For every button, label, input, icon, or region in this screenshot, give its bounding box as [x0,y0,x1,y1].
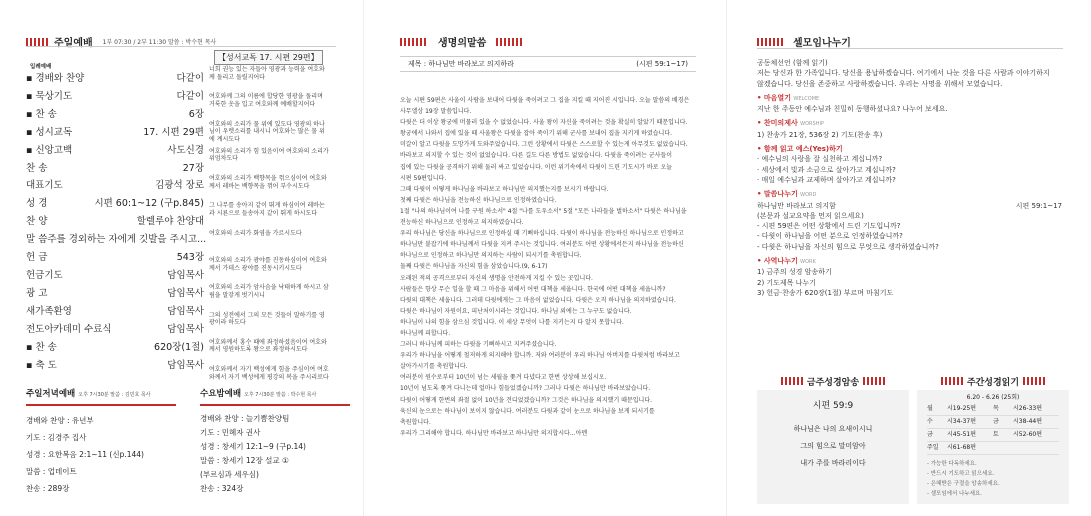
reading-cell: 시45-51편 [947,431,977,438]
order-row [26,231,207,249]
order-value: 담임목사 [167,359,204,371]
evening-line: 찬송 : 289장 [26,484,70,493]
word-topic [757,201,1062,211]
order-row [26,88,204,106]
section-line: 지난 한 주동안 예수님과 친밀히 동행하셨나요? 나누어 보세요. [757,105,948,114]
hatch-icon [941,377,963,385]
declaration-line: 저는 당신과 한 가족입니다. 당신을 용납하겠습니다. 여기에서 나눈 것을 다른 사람과 이야기하지 [757,69,1050,78]
order-item: 헌금기도 [26,269,63,281]
sermon-line: 미갈이 알고 다윗을 도망가게 도와주었습니다. 그런 상황에서 다윗은 스스로할 수 있는게 아무것도 없었습니다. [400,141,688,149]
reading-row [927,442,1059,455]
hatch-icon [757,38,785,46]
sermon-header [400,34,524,49]
sermon-line: 오래된 적의 공격으로부터 자신의 생명을 안전하게 지킬 수 있는 곳입니다. [400,274,593,282]
order-row [26,213,204,231]
section-title: • 말씀나누기 [757,190,801,199]
wednesday-service [200,386,350,496]
page-cell [726,0,1091,516]
sermon-line: 첫째 다윗은 하나님을 전능하신 하나님으로 인정하였습니다. [400,196,557,204]
sermon-line: 집에 있는 다윗을 공격하기 위해 둘러 싸고 있었습니다. 이런 위기속에서 다윗이 드린 기도시가 바로 오늘 [400,163,673,171]
memory-ref: 시편 59:9 [812,401,854,411]
section-line: 3) 헌금·찬송가 620장(1절) 부르며 마침기도 [757,288,894,297]
section-line: - 시편 59편은 어떤 상황에서 드린 기도입니까? [757,222,901,231]
sermon-line: 둘째 다윗은 하나님을 자신의 힘을 삼았습니다.(9, 6-17) [400,263,548,271]
cell-section-head [757,118,1062,129]
reading-row [927,429,1059,442]
section-line: (본문과 설교요약을 먼저 읽으세요) [757,211,864,220]
section-line: 2) 기도제목 나누기 [757,278,816,287]
order-value: 27장 [182,162,204,174]
order-row [26,285,204,303]
section-title: • 사역나누기 [757,257,801,266]
reading-cell [993,442,1013,454]
sermon-line: 10년이 넘도록 쫓겨 다니는데 얼마나 힘들었겠습니까? 그러나 다윗은 하나님만 바라보았습니다. [400,385,651,393]
wed-title: 수요밤예배 [200,389,242,399]
order-list [26,70,207,374]
order-row [26,106,204,124]
bible-tips [927,459,1059,499]
psalm-verse: 여호와의 소리가 백향목을 꺾으심이여 여호와께서 레바논 백향목을 꺾어 부수시도다 [209,175,327,190]
sermon-line: 그러니 하나님께 피하는 다윗을 기뻐하시고 지켜주셨습니다. [400,341,557,349]
order-value: 다같이 [176,90,204,102]
evening-line: 기도 : 김경주 집사 [26,433,87,442]
wed-line: 성경 : 창세기 12:1~9 (구p.14) [200,442,306,451]
order-item: ▪ 경배와 찬양 [26,73,85,84]
evening-title: 주일저녁예배 [26,389,76,399]
reading-row [927,403,1059,416]
sermon-line: 시편 59편입니다. [400,174,447,182]
memory-line: 그의 힘으로 말미암아 [800,442,866,450]
catechism-label: 【성서교독 17. 시편 29편】 [214,50,323,65]
divider [26,46,336,47]
reading-cell: 목 [993,405,999,412]
order-row [26,142,204,160]
sermon-ref: (시편 59:1~17) [636,60,688,68]
reading-cell: 시26-33편 [1013,405,1043,412]
order-item: 전도아카데미 수료식 [26,323,112,335]
psalm-verse: 그 나무를 송아지 같이 뛰게 하심이여 레바논과 시룐으로 들송아지 같이 뛰게 하시도다 [209,202,325,217]
reading-tip: - 은혜받은 구절을 암송하세요. [927,481,1000,487]
order-value: 사도신경 [167,144,204,156]
memory-line: 하나님은 나의 요새이시니 [793,425,873,433]
wed-line: 찬송 : 324장 [200,484,244,493]
order-item: 찬 양 [26,216,48,228]
sermon-line: 바라보고 의지할 수 있는 것이 없었습니다. 다른 길도 다른 방법도 없었습니다. 다윗을 죽이려는 군사들이 [400,152,673,160]
hatch-icon [863,377,885,385]
order-row [26,267,204,285]
psalm-verse: 여호와의 소리가 물 위에 있도다 영광의 하나님이 우렛소리를 내시니 여호와는 많은 물 위에 계시도다 [209,120,325,143]
sermon-line: 여러분이 원수로부터 10년이 넘는 세월을 쫓겨 다녔다고 한번 상상해 보십시오. [400,374,607,382]
psalm-verse: 여호와의 소리가 화염을 가르시도다 [209,229,302,237]
sermon-line: 하나님만 붙잡기에 하나님께서 다윗을 지켜 주시는 것입니다. 여러분도 어떤 상황에서든지 하나님을 전능하신 [400,241,684,249]
sermon-line: 축원합니다. [400,418,431,426]
psalm-verse: 여호와께서 자기 백성에게 힘을 주심이여 여호와께서 자기 백성에게 평강의 복을 주시리로다 [209,366,329,381]
sermon-line: 살아가시기를 축원합니다. [400,363,468,371]
memory-verse-box [757,372,909,504]
sermon-line: 다윗이 어떻게 한번의 좌절 없이 10년을 견디었겠습니까? 그것은 하나님을 의지했기 때문입니다. [400,396,653,404]
section-en: WORK [800,259,816,266]
order-row [26,249,204,267]
evening-time: 오후 7시30분 말씀 : 김민호 목사 [78,392,151,398]
order-item: 헌 금 [26,252,48,264]
hatch-icon [400,38,428,46]
order-row [26,321,204,339]
section-line: - 다윗이 하나님을 어떤 분으로 인정하였습니까? [757,232,903,241]
sermon-line: 우리가 하나님을 어떻게 철저하게 의지해야 합니까. 저와 여러분이 우리 하나님 아버지를 다윗처럼 바라보고 [400,352,680,360]
order-value: 담임목사 [167,287,204,299]
section-line: · 세상에서 빛과 소금으로 살아가고 계십니까? [757,165,896,174]
section-line: 1) 찬송가 21장, 536장 2) 기도(찬송 후) [757,130,883,139]
order-item: ▪ 성시교독 [26,126,73,138]
psalm-verse: 여호와께서 홍수 때에 좌정하셨음이여 여호와께서 영원하도록 왕으로 좌정하시도다 [209,338,327,354]
reading-row [927,416,1059,429]
order-value: 다같이 [176,73,204,84]
cell-section-head [757,144,1062,154]
page-sermon [363,0,726,516]
sermon-line: 육신의 눈으로는 하나님이 보이지 않습니다. 여러분도 다윗과 같이 눈으로 하나님을 보게 되시기를 [400,407,655,415]
section-line: - 다윗은 하나님을 자신의 힘으로 무엇으로 생각하였습니까? [757,242,939,251]
order-item: ▪ 찬 송 [26,108,57,120]
order-item: 대표기도 [26,180,63,192]
bible-range: 6.20 - 6.26 (25회) [966,394,1020,401]
reading-tip: - 가능한 다독하세요. [927,461,977,467]
order-item: ▪ 찬 송 [26,341,57,353]
cell-section-head [757,93,1062,104]
reading-cell [1013,442,1059,454]
sermon-line: 다윗은 하나님이 자원이요, 피난처이시라는 것입니다. 하나님 외에는 그 누구도 없습니다. [400,307,632,315]
order-item: ▪ 신앙고백 [26,144,73,156]
evening-line: 경배와 찬양 : 유년부 [26,416,94,425]
divider [757,48,1063,49]
reading-cell: 시34-37편 [947,418,977,425]
order-row [26,124,204,142]
sermon-line: 하나님께 피합니다. [400,329,451,337]
order-item: ▪ 축 도 [26,359,57,371]
order-value: 17. 시편 29편 [143,126,204,138]
reading-cell: 수 [927,418,933,425]
declaration-line: 않겠습니다. 당신을 존중하고 사랑하겠습니다. 우리는 사명을 위해서 모였습니다. [757,79,1003,88]
cell-section-head [757,256,1062,267]
psalm-verse: 여호와의 소리가 암사슴을 낙태하게 하시고 삼림을 말갛게 벗기시니 [209,284,329,299]
evening-lines [26,412,176,497]
hatch-icon [496,38,524,46]
bible-reading-box [917,372,1069,504]
section-title: • 찬미의제사 [757,119,801,128]
worship-time: 1부 07:30 / 2부 11:30 말씀 : 박수현 목사 [102,39,217,46]
reading-cell: 시19-25편 [947,405,977,412]
order-row [26,177,204,195]
section-title: • 함께 읽고 예스(Yes)하기 [757,145,843,154]
section-line: · 매일 예수님과 교제하며 살아가고 계십니까? [757,175,896,184]
hatch-icon [26,38,50,46]
sermon-line: 1절 "나의 하나님이여 나를 구원 하소서" 4절 "나를 도우소서" 5절 "모든 나라들을 벌하소서" 다윗은 하나님을 [400,207,687,215]
order-value: 시편 60:1~12 (구p.845) [94,198,204,210]
memory-line: 내가 주를 바라리이다 [800,459,866,467]
sermon-line: 우리 하나님은 당신을 하나님으로 인정하실 때 기뻐하십니다. 다윗이 하나님을 전능하신 하나님으로 인정하고 [400,230,684,238]
psalm-verse: 너희 권능 있는 자들아 영광과 능력을 여호와께 돌리고 돌릴지어다 [209,66,325,81]
psalm-verse: 여호와의 소리가 힘 있음이여 여호와의 소리가 위엄차도다 [209,147,329,163]
order-row [26,339,204,357]
order-row [26,357,204,375]
order-item: 광 고 [26,287,48,299]
order-value: 주를 경외하는 자에게 깃발을 주시고... [47,234,207,246]
sermon-line: 사무엘상 19장 말씀입니다. [400,108,472,116]
sermon-line: 전능하신 하나님으로 인정하고 의지하였습니다. [400,219,524,227]
sermon-line: 다윗의 대책은 세웁니다. 그러데 다윗에게는 그 마음이 없었습니다. 다윗은 오직 하나님을 의지하였습니다. [400,296,676,304]
order-item: 새가족환영 [26,305,72,317]
section-en: WORSHIP [800,121,824,128]
sermon-title: 생명의말씀 [438,38,487,49]
memory-title: 금주성경암송 [806,377,860,388]
section-en: WELCOME [793,95,820,102]
wed-line: 기도 : 민혜자 권사 [200,428,261,437]
reading-cell: 주일 [927,444,939,451]
hatch-icon [781,377,803,385]
hatch-icon [1023,377,1045,385]
order-item: ▪ 묵상기도 [26,90,73,102]
sermon-line: 다윗은 더 이상 왕궁에 머물러 있을 수 없었습니다. 사울 왕이 자신을 죽이려는 것을 확실히 알았기 때문입니다. [400,119,688,127]
order-item: 성 경 [26,198,48,210]
evening-line: 성경 : 요한복음 2:1~11 (신p.144) [26,450,144,459]
order-row [26,70,204,88]
sermon-line: 하나님으로 인정하고 하나님만 의지하는 사람이 되시기를 축원합니다. [400,252,582,260]
sermon-subject: 제목 : 하나님만 바라보고 의지하라 [408,60,514,68]
order-row [26,160,204,178]
reading-cell: 월 [927,405,933,412]
cell-body [757,58,1062,298]
sermon-line: 왕궁에서 나와서 집에 있을 때 사울왕은 다윗을 잡아 죽이기 위해 군사를 보내어 집을 지키게 하였습니다. [400,130,673,138]
wed-line: (부르심과 세우심) [200,470,259,479]
order-value: 담임목사 [167,269,204,281]
sermon-line: 그때 다윗이 어떻게 하나님을 바라보고 하나님만 의지했는지를 보시기 바랍니다. [400,185,609,193]
word-title: 하나님만 바라보고 의지함 [757,201,836,210]
order-row [26,195,204,213]
psalm-verse: 그의 성전에서 그의 모든 것들이 말하기를 영광이라 하도다 [209,311,325,327]
psalm-verse: 여호와의 소리가 광야를 진동하심이여 여호와께서 가데스 광야를 진동시키시도다 [209,257,327,272]
order-value: 할렐루야 찬양대 [136,216,204,228]
order-value: 담임목사 [167,305,204,317]
section-title: • 마음열기 [757,93,794,102]
sermon-line: 오늘 시편 59편은 사울이 사람을 보내어 다윗을 죽이려고 그 집을 지킬 때 지어진 시입니다. 오늘 말씀의 배경은 [400,97,690,104]
cell-section-head [757,189,1062,200]
order-value: 김광석 장로 [155,180,204,192]
order-value: 620장(1절) [154,341,204,353]
order-item: 말 씀 [26,234,48,246]
order-value: 담임목사 [167,323,204,335]
order-row [26,303,204,321]
order-value: 543장 [176,252,204,264]
section-line: 1) 금주의 성경 암송하기 [757,268,832,277]
memory-lines [757,421,909,472]
sermon-line: 하나님이 나의 힘을 삼으심 것입니다. 이 세상 무엇이 나를 지키는지 다 알지 못합니다. [400,318,624,326]
wed-time: 오후 7시30분 말씀 : 박수현 목사 [244,392,317,398]
intro-label: 입례예배 [30,64,52,70]
reading-cell: 토 [993,431,999,438]
reading-cell: 시52-60편 [1013,431,1043,438]
reading-tip: - 반드시 기도하고 읽으세요. [927,471,995,477]
bible-table [927,403,1059,455]
reading-cell: 금 [993,418,999,425]
worship-title: 주일예배 [54,38,93,49]
evening-line: 말씀 : 업데이트 [26,467,77,476]
order-value: 6장 [188,108,204,120]
evening-service [26,386,176,497]
psalm-notes [209,66,329,394]
declaration-head: 공동체선언 (함께 읽기) [757,59,828,67]
psalm-verse: 여호와께 그의 이름에 합당한 영광을 돌리며 거룩한 옷을 입고 여호와께 예배할지어다 [209,93,323,108]
wed-lines [200,412,350,496]
wed-line: 경배와 찬양 : 늘기쁨찬양팀 [200,414,290,423]
cell-header [757,34,851,49]
sermon-subject-bar [400,56,696,72]
section-en: WORD [800,192,817,199]
bible-title: 주간성경읽기 [966,377,1020,388]
reading-cell: 시38-44편 [1013,418,1043,425]
sermon-body [400,95,696,439]
reading-cell: 시61-68편 [947,444,977,451]
reading-tip: - 셀모임에서 나누세요. [927,491,983,497]
sermon-line: 사람들은 항상 무슨 일을 할 때 그 마음을 위해서 어떤 대책을 세웁니다. 한국에 어떤 대책을 세웁니까? [400,285,666,293]
wed-line: 말씀 : 창세기 12장 설교 ① [200,456,289,465]
reading-cell: 금 [927,431,933,438]
section-line: · 예수님의 사랑을 잘 실천하고 계십니까? [757,155,883,164]
cell-title: 셀모임나누기 [793,38,851,49]
page-worship-order [0,0,363,516]
sermon-line: 우리가 그리해야 합니다. 하나님만 바라보고 하나님만 의지합시다...아멘 [400,429,588,437]
order-item: 찬 송 [26,162,48,174]
word-ref: 시편 59:1~17 [1015,201,1062,210]
